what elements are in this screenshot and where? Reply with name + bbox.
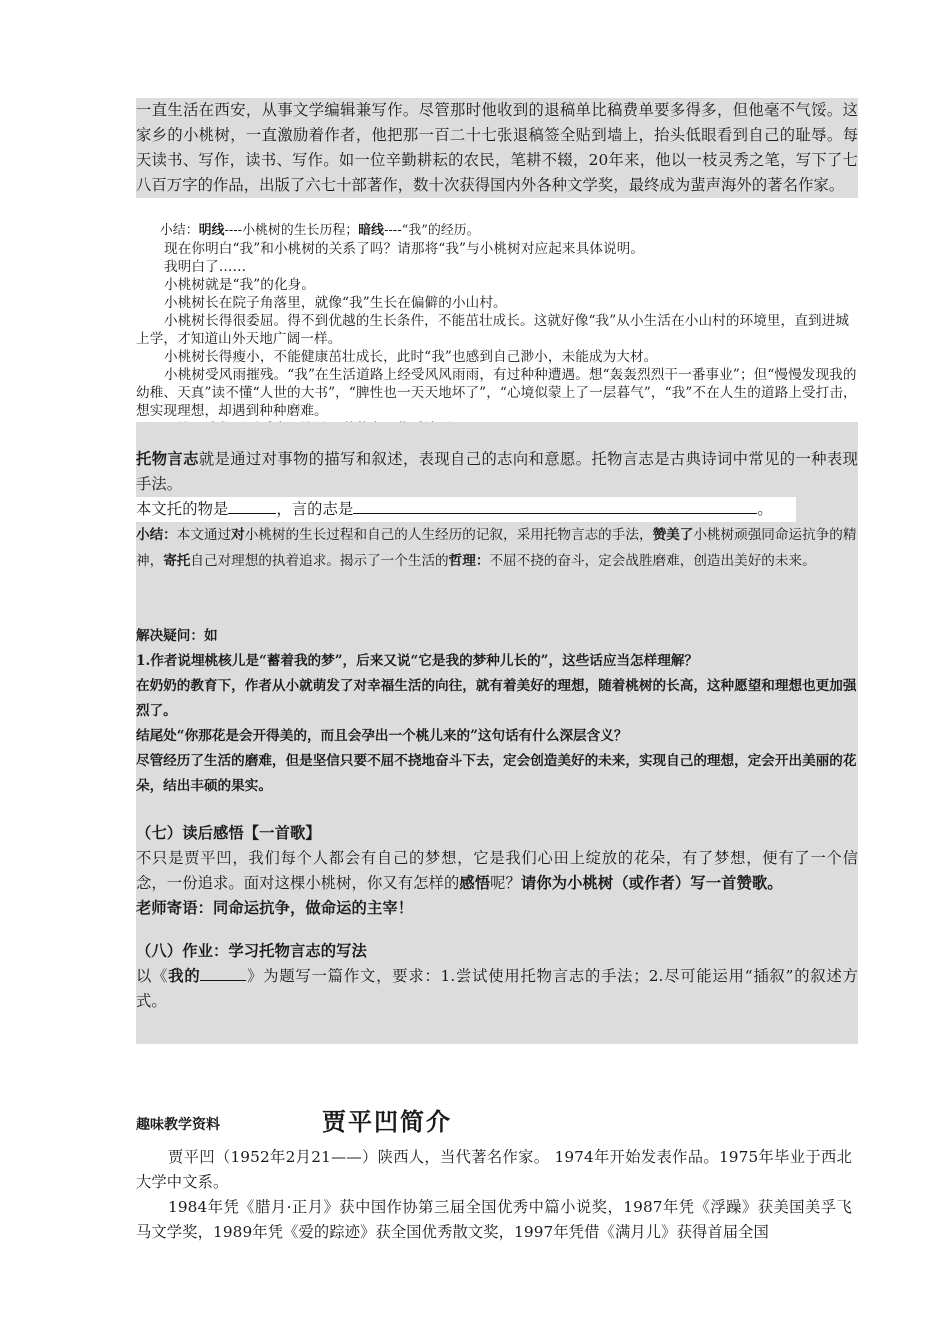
intro-paragraph-block xyxy=(136,98,858,198)
clue-summary xyxy=(136,222,858,240)
method-definition-text: 就是通过对事物的描写和叙述，表现自己的志向和意愿。托物言志是古典诗词中常见的一种表现手法。 xyxy=(136,450,858,493)
homework-title-blank[interactable] xyxy=(200,966,246,981)
bio-section xyxy=(136,1145,852,1245)
analysis-line: 小桃树受风雨摧残。“我”在生活道路上经受风风雨雨，有过种种遭遇。想“轰轰烈烈干一番事业”；但“慢慢发现我的幼稚、天真”读不懂“人世的大书”，“脾性也一天天地坏了”，“心境似蒙上了一层暮气”，“我”不在人生的道路上受打击，想实现理想，却遇到种种磨难。 xyxy=(136,367,857,419)
dark-line-label: 暗线 xyxy=(358,223,385,238)
analysis-section xyxy=(136,240,858,438)
summary-text: 本文通过 xyxy=(176,527,232,543)
answer-1: 在奶奶的教育下，作者从小就萌发了对幸福生活的向往，就有着美好的理想，随着桃树的长高，这种愿望和理想也更加强烈了。 xyxy=(136,678,857,719)
method-summary xyxy=(136,522,858,574)
summary-prefix: 小结： xyxy=(160,223,199,238)
section-7-body xyxy=(136,846,858,896)
teacher-message: 老师寄语：同命运抗争，做命运的主宰！ xyxy=(136,899,414,917)
bio-paragraph-1: 贾平凹（1952年2月21——）陕西人，当代著名作家。 1974年开始发表作品。1975年毕业于西北大学中文系。 xyxy=(136,1148,852,1191)
bio-header xyxy=(136,1102,858,1136)
analysis-line: 小桃树长得很委屈。得不到优越的生长条件，不能茁壮成长。这就好像“我”从小生活在小山村的环境里，直到进城上学，才知道山外天地广阔一样。 xyxy=(136,313,850,347)
method-term: 托物言志 xyxy=(136,450,199,468)
fill-end-mark: 。 xyxy=(757,500,773,518)
aspiration-blank[interactable] xyxy=(353,499,757,514)
bio-title: 贾平凹简介 xyxy=(322,1107,452,1136)
analysis-question: 现在你明白“我”和小桃树的关系了吗？请那将“我”与小桃树对应起来具体说明。 xyxy=(164,241,645,257)
summary-text: 小桃树顽强同命运抗争的精神， xyxy=(136,527,857,569)
summary-text: 小桃树的生长过程和自己的人生经历的记叙，采用托物言志的手法， xyxy=(244,527,653,543)
bio-paragraph-2: 1984年凭《腊月·正月》获中国作协第三届全国优秀中篇小说奖，1987年凭《浮躁》获美国美孚飞马文学奖，1989年凭《爱的踪迹》获全国优秀散文奖，1997年凭借《满月儿》获得首届全国 xyxy=(136,1198,852,1241)
summary-text: 自己对理想的执着追求。揭示了一个生活的 xyxy=(190,553,449,569)
answer-2: 尽管经历了生活的磨难，但是坚信只要不屈不挠地奋斗下去，定会创造美好的未来，实现自己的理想，定会开出美丽的花朵，结出丰硕的果实。 xyxy=(136,753,857,794)
dark-line-text: ----“我”的经历。 xyxy=(384,223,480,238)
bright-line-text: ----小桃树的生长历程； xyxy=(224,223,359,238)
section-7-text: 不只是贾平凹，我们每个人都会有自己的梦想，它是我们心田上绽放的花朵，有了梦想，便有了一个信念，一份追求。面对这棵小桃树，你又有怎样的 xyxy=(136,849,858,892)
summary-bold: 哲理： xyxy=(448,553,490,569)
analysis-line: 小桃树就是“我”的化身。 xyxy=(164,277,316,293)
section-7-title: （七）读后感悟【一首歌】 xyxy=(136,824,321,842)
summary-text: 不屈不挠的奋斗，定会战胜磨难，创造出美好的未来。 xyxy=(489,553,816,569)
homework-text-part: 以《 xyxy=(136,967,169,985)
method-definition xyxy=(136,447,858,497)
object-blank[interactable] xyxy=(228,499,276,514)
fill-label-object: 本文托的物是 xyxy=(136,500,229,518)
homework-bold: 我的 xyxy=(168,967,201,985)
section-7-text: 呢？ xyxy=(490,874,521,892)
analysis-line: 小桃树长得瘦小，不能健康茁壮成长，此时“我”也感到自己渺小，未能成为大材。 xyxy=(164,349,658,365)
bio-label: 趣味教学资料 xyxy=(136,1117,220,1133)
fill-label-aspiration: ，言的志是 xyxy=(276,500,354,518)
bright-line-label: 明线 xyxy=(198,223,225,238)
question-2: 结尾处“你那花是会开得美的，而且会孕出一个桃儿来的”这句话有什么深层含义？ xyxy=(136,728,628,744)
summary-label: 小结： xyxy=(136,527,177,543)
question-1: 1.作者说埋桃核儿是“蓄着我的梦”，后来又说“它是我的梦种儿长的”，这些话应当怎样理解？ xyxy=(136,653,699,669)
homework-text xyxy=(136,964,858,1014)
qa-title: 解决疑问：如 xyxy=(136,628,218,644)
summary-bold: 赞美了 xyxy=(652,527,694,543)
intro-paragraph: 一直生活在西安，从事文学编辑兼写作。尽管那时他收到的退稿单比稿费单要多得多，但他毫不气馁。这家乡的小桃树，一直激励着作者，他把那一百二十七张退稿签全贴到墙上，抬头低眼看到自己的耻辱。每天读书、写作，读书、写作。如一位辛勤耕耘的农民，笔耕不辍，20年来，他以一枝灵秀之笔，写下了七八百万字的作品，出版了六七十部著作，数十次获得国内外各种文学奖，最终成为蜚声海外的著名作家。 xyxy=(136,101,858,194)
method-section-block xyxy=(136,422,858,1044)
homework-text-part: 》为题写一篇作文，要求：1.尝试使用托物言志的手法；2.尽可能运用“插叙”的叙述方式。 xyxy=(136,967,859,1010)
analysis-line: 小桃树长在院子角落里，就像“我”生长在偏僻的小山村。 xyxy=(164,295,507,311)
summary-bold: 对 xyxy=(231,527,245,543)
fill-in-line xyxy=(136,497,796,522)
analysis-line: 我明白了…… xyxy=(164,259,247,275)
summary-bold: 寄托 xyxy=(163,553,191,569)
section-7-bold: 感悟 xyxy=(459,874,491,892)
section-8-title: （八）作业：学习托物言志的写法 xyxy=(136,942,367,960)
section-7-task: 请你为小桃树（或作者）写一首赞歌。 xyxy=(520,874,783,892)
